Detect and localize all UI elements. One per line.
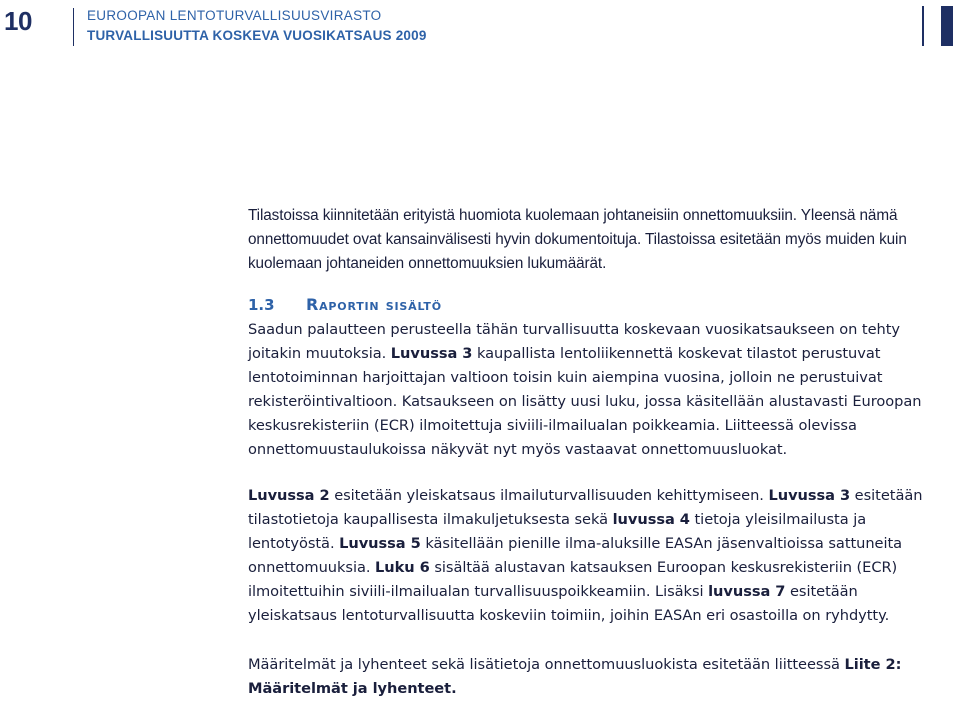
paragraph-definitions	[248, 653, 948, 701]
paragraph-changes	[248, 318, 948, 462]
para2-bold-3: luvussa 4	[612, 511, 690, 528]
para1-text-1: Saadun palautteen perusteella tähän turvallisuutta koskevaan vuosikatsaukseen on tehty joitakin muutoksia.	[248, 321, 900, 362]
para2-bold-5: Luku 6	[375, 559, 430, 576]
intro-paragraph: Tilastoissa kiinnitetään erityistä huomiota kuolemaan johtaneisiin onnettomuuksiin. Yleensä nämä onnettomuudet ovat kansainvälisesti hyvin dokumentoituja. Tilastoissa esitetään myös muiden kuin kuolemaan johtaneiden onnettomuuksien lukumäärät.	[248, 207, 907, 272]
section-number: 1.3	[248, 296, 275, 314]
report-title: TURVALLISUUTTA KOSKEVA VUOSIKATSAUS 2009	[87, 28, 427, 43]
paragraph-gap	[248, 628, 948, 653]
para2-text-6: esitetään yleiskatsaus lentoturvallisuutta koskeviin toimiin, joihin EASAn eri osastoilla on ryhdytty.	[248, 583, 890, 624]
para2-bold-1: Luvussa 2	[248, 487, 330, 504]
paragraph-gap	[248, 462, 948, 484]
para2-bold-2: Luvussa 3	[768, 487, 851, 504]
para2-text-3: tietoja yleisilmailusta ja lentotyöstä.	[248, 511, 867, 552]
para2-text-4: käsitellään pienille ilma-aluksille EASAn jäsenvaltioissa sattuneita onnettomuuksia.	[248, 535, 903, 576]
appendix-reference: Liite 2: Määritelmät ja lyhenteet.	[248, 656, 902, 697]
para2-bold-6: luvussa 7	[708, 583, 786, 600]
header-divider	[73, 8, 74, 46]
para1-bold-luvussa-3: Luvussa 3	[390, 345, 473, 362]
para1-text-2: kaupallista lentoliikennettä koskevat tilastot perustuvat lentotoiminnan harjoittajan valtioon toisin kuin aiempina vuosina, jolloin ne perustuivat rekisteröintivaltioon. Katsaukseen on lisätty uusi luku, jossa käsitellään alustavasti Euroopan keskusrekisteriin (ECR) ilmoitettuja siviili-ilmailualan poikkeamia. Liitteessä olevissa onnettomuustaulukoissa näkyvät nyt myös vastaavat onnettomuusluokat.	[248, 345, 922, 458]
running-header	[87, 6, 427, 46]
para2-text-1: esitetään yleiskatsaus ilmailuturvallisuuden kehittymiseen.	[329, 487, 769, 504]
header-mark-thin	[922, 6, 924, 46]
section-title: Raportin sisältö	[306, 295, 442, 314]
main-content	[248, 204, 948, 701]
para2-text-2: esitetään tilastotietoja kaupallisesta ilmakuljetuksesta sekä	[248, 487, 923, 528]
para2-text-5: sisältää alustavan katsauksen Euroopan keskusrekisteriin (ECR) ilmoitettuihin siviili-ilmailualan turvallisuuspoikkeamiin. Lisäksi	[248, 559, 898, 600]
paragraph-chapters	[248, 484, 948, 628]
para3-text-1: Määritelmät ja lyhenteet sekä lisätietoja onnettomuusluokista esitetään liitteessä	[248, 656, 845, 673]
para2-bold-4: Luvussa 5	[339, 535, 421, 552]
agency-name: EUROOPAN LENTOTURVALLISUUSVIRASTO	[87, 8, 382, 23]
section-heading	[248, 292, 948, 318]
header-mark-thick	[941, 6, 953, 46]
page-number: 10	[4, 6, 32, 36]
